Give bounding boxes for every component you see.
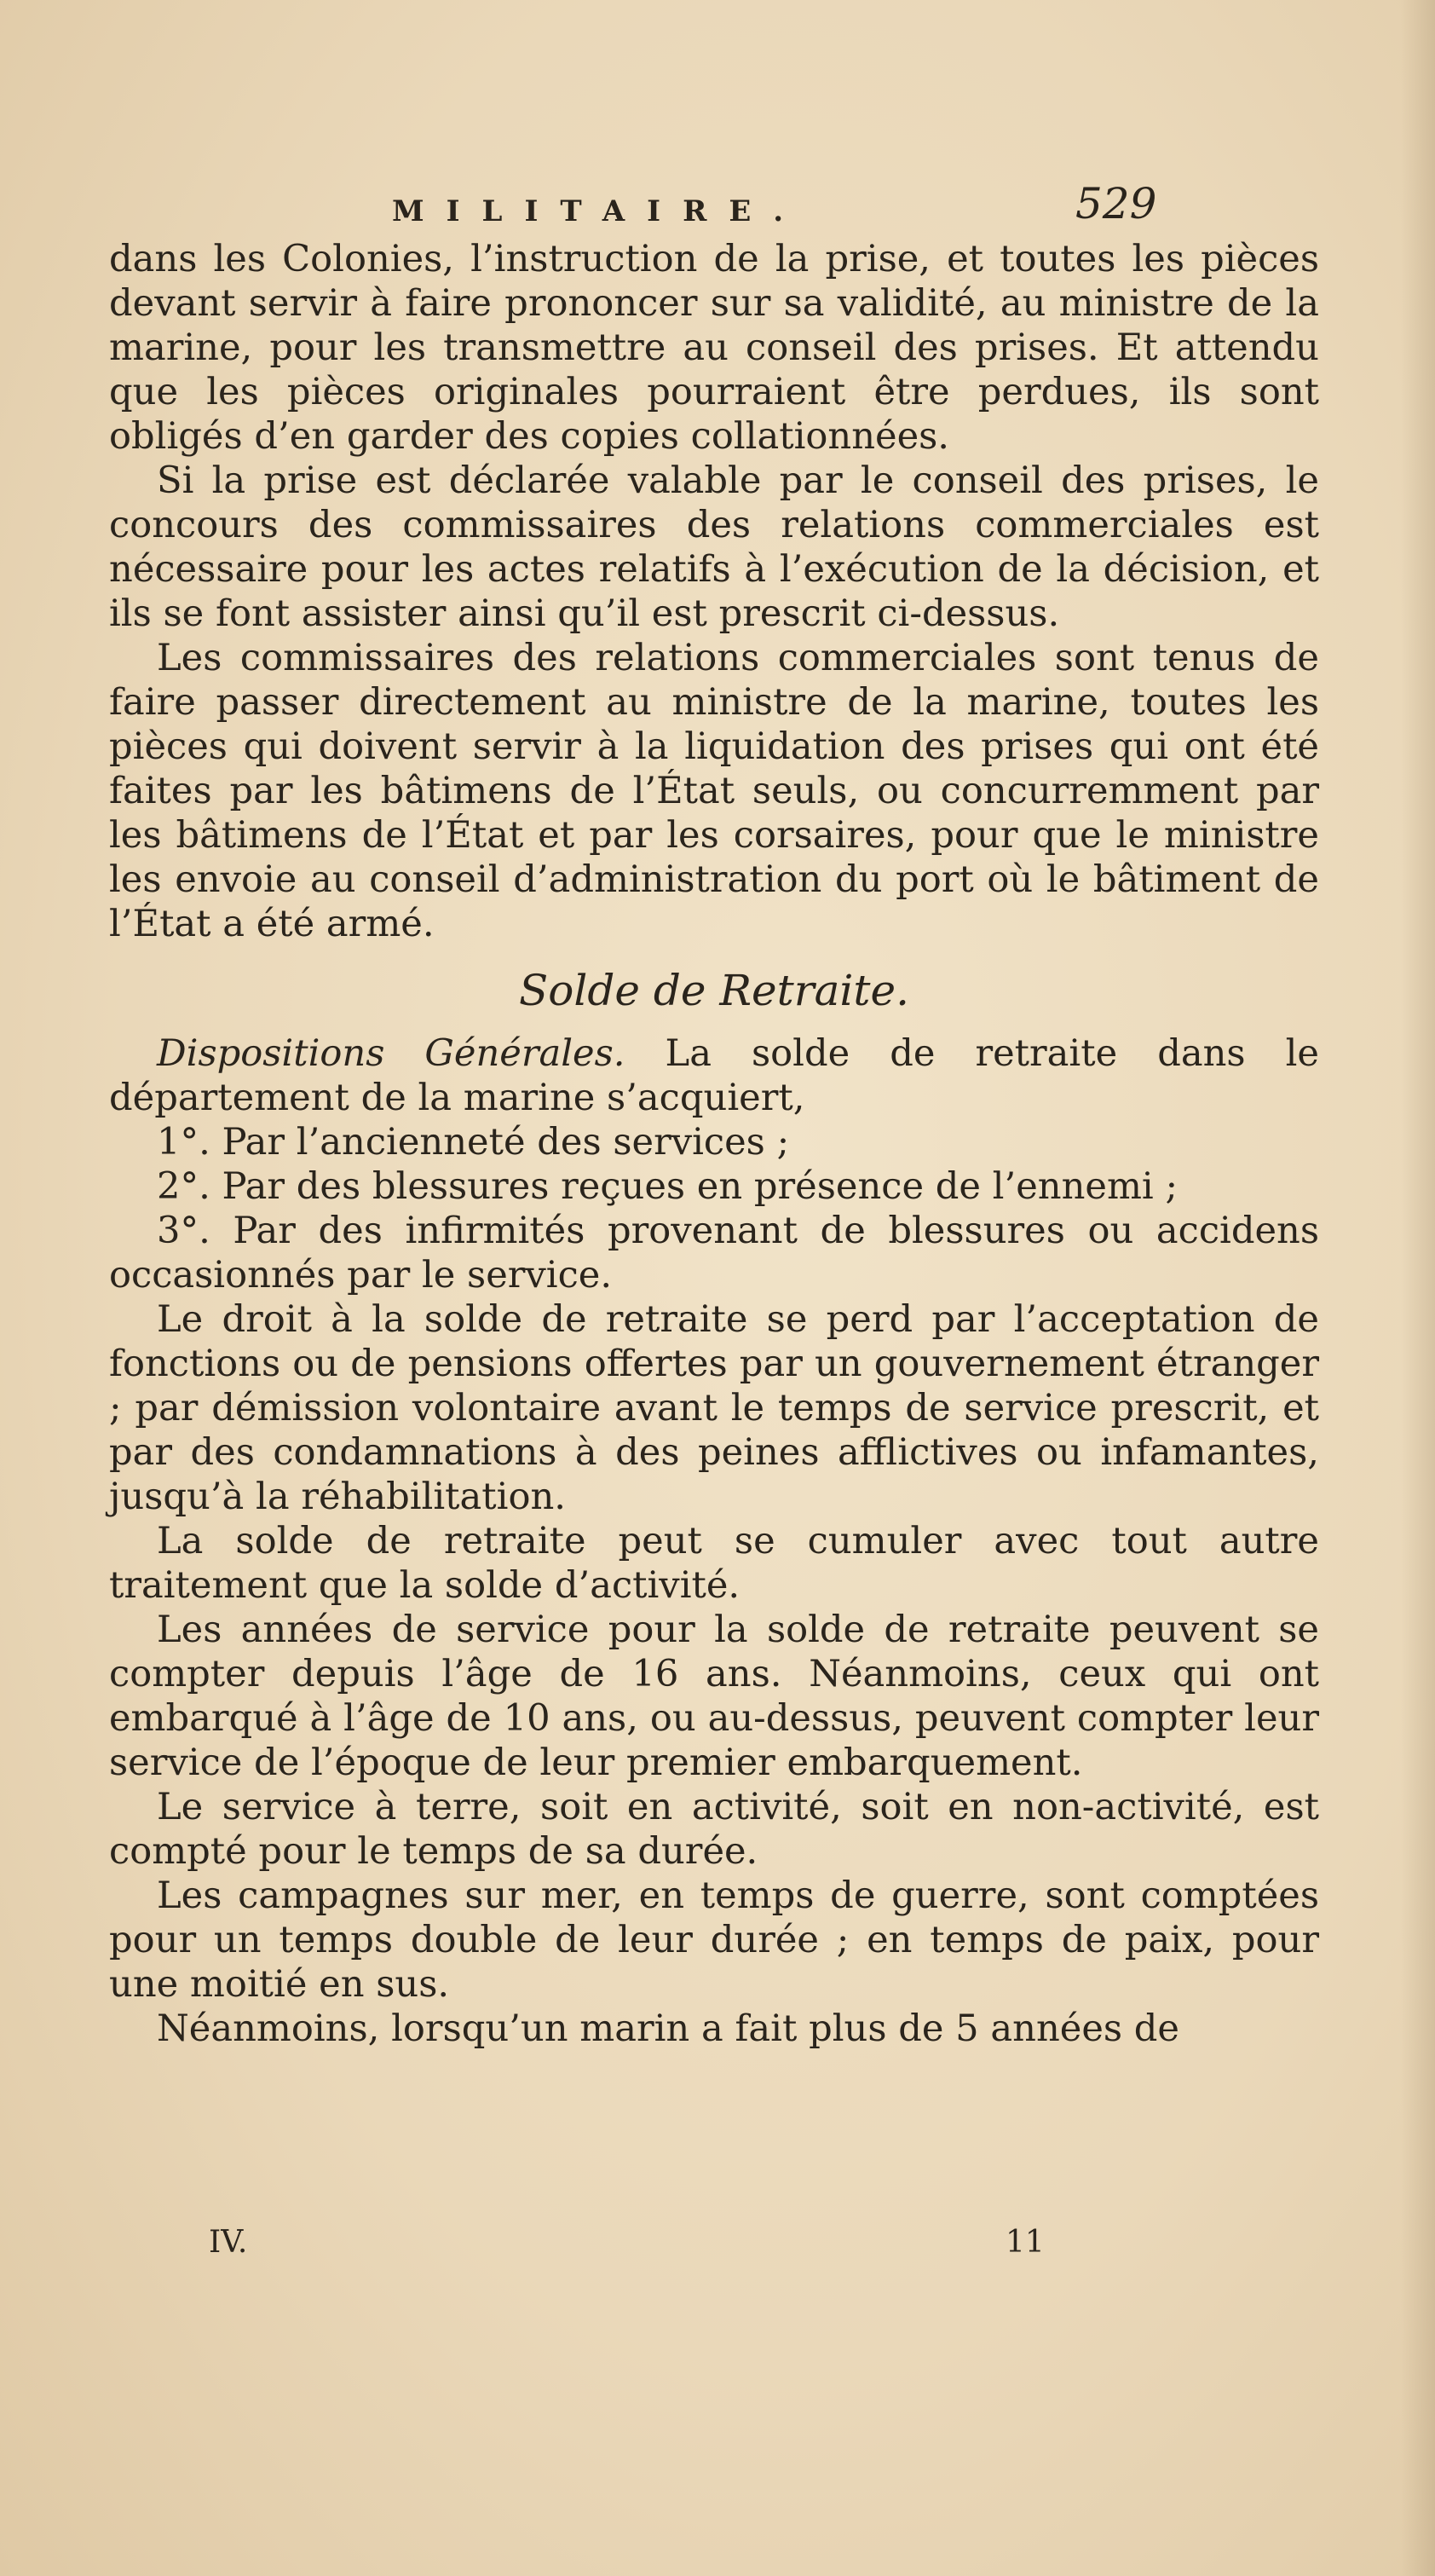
page-footer xyxy=(0,2225,1435,2276)
paragraph: dans les Colonies, l’instruction de la prise, et toutes les pièces devant servir à faire prononcer sur sa validité, au ministre de la marine, pour les transmettre au conseil des prises. Et attendu que les pièces originales pourraient être perdues, ils sont obligés d’en garder des copies collationnées. xyxy=(109,238,1319,458)
paragraph: Néanmoins, lorsqu’un marin a fait plus de 5 années de xyxy=(157,2007,1179,2050)
paragraph: Les années de service pour la solde de retraite peuvent se compter depuis l’âge de 16 ans. Néanmoins, ceux qui ont embarqué à l’âge de 10 ans, ou au-dessus, peuvent compter leur service de l’époque de leur premier embarquement. xyxy=(109,1609,1319,1784)
list-item: 1°. Par l’ancienneté des services ; xyxy=(157,1121,790,1164)
paragraph: Le service à terre, soit en activité, soit en non-activité, est compté pour le temps de sa durée. xyxy=(109,1786,1319,1873)
main-text xyxy=(109,237,1319,2051)
list-item: 2°. Par des blessures reçues en présence de l’ennemi ; xyxy=(157,1165,1178,1208)
paragraph-text: La solde de retraite dans le département de la marine s’acquiert, xyxy=(109,1032,1319,1119)
page-header xyxy=(0,170,1435,239)
section-title: Solde de Retraite. xyxy=(519,966,909,1015)
paragraph: Les campagnes sur mer, en temps de guerre, sont comptées pour un temps double de leur durée ; en temps de paix, pour une moitié en sus. xyxy=(109,1874,1319,2006)
paragraph: Les commissaires des relations commerciales sont tenus de faire passer directement au ministre de la marine, toutes les pièces qui doivent servir à la liquidation des prises qui ont été faites par les bâtimens de l’État seuls, ou concurremment par les bâtimens de l’État et par les corsaires, pour que le ministre les envoie au conseil d’administration du port où le bâtiment de l’État a été armé. xyxy=(109,637,1319,945)
paragraph: Le droit à la solde de retraite se perd par l’acceptation de fonctions ou de pensions offertes par un gouvernement étranger ; par démission volontaire avant le temps de service prescrit, et par des condamnations à des peines afflictives ou infamantes, jusqu’à la réhabilitation. xyxy=(109,1298,1319,1518)
running-head: MILITAIRE. xyxy=(392,194,806,228)
paragraph xyxy=(109,1031,1319,1120)
lead-in-heading: Dispositions Générales. xyxy=(157,1032,625,1075)
paragraph: La solde de retraite peut se cumuler avec tout autre traitement que la solde d’activité. xyxy=(109,1520,1319,1607)
signature-mark: IV. xyxy=(209,2225,248,2260)
page-number: 529 xyxy=(1075,179,1157,228)
paragraph: Si la prise est déclarée valable par le conseil des prises, le concours des commissaires des relations commerciales est nécessaire pour les actes relatifs à l’exécution de la décision, et ils se font assister ainsi qu’il est prescrit ci-dessus. xyxy=(109,459,1319,635)
gathering-mark: 11 xyxy=(1006,2225,1045,2260)
list-item: 3°. Par des infirmités provenant de blessures ou accidens occasionnés par le service. xyxy=(109,1210,1319,1297)
